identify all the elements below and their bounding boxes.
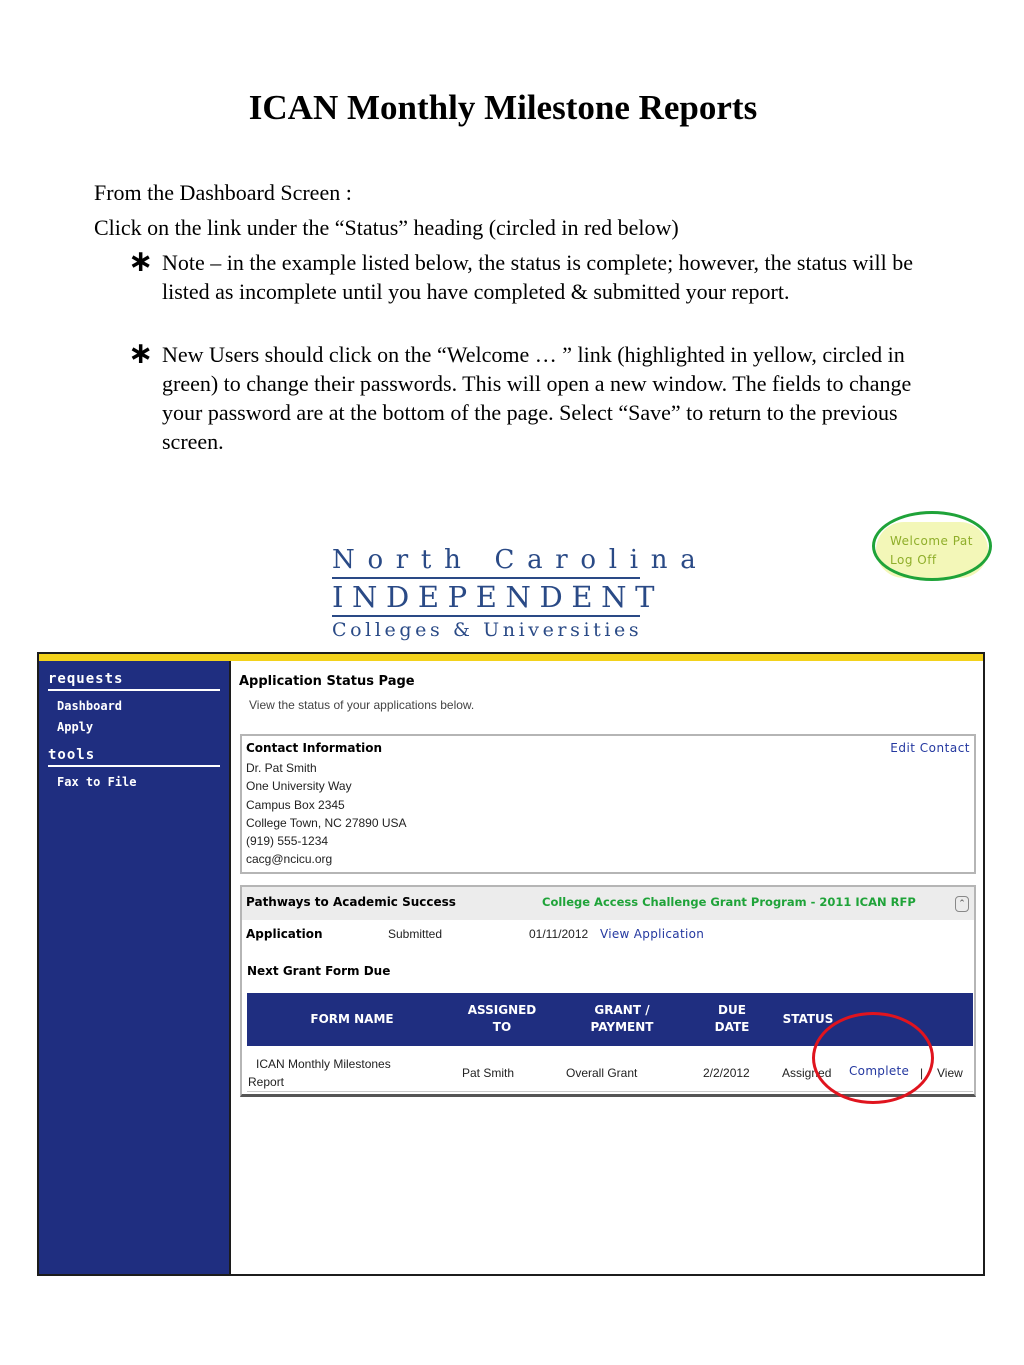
column-header-assigned-to-line2: TO (492, 1020, 512, 1034)
ncicu-logo (332, 545, 708, 641)
grant-header (242, 887, 974, 920)
collapse-up-icon[interactable]: ⌃ (955, 896, 969, 912)
column-header-status: STATUS (782, 1012, 834, 1026)
contact-phone: (919) 555-1234 (246, 834, 329, 849)
view-application-link[interactable]: View Application (600, 927, 705, 941)
logo-line-independent: INDEPENDENT (332, 577, 640, 617)
edit-contact-link[interactable]: Edit Contact (890, 741, 970, 755)
logo-line-colleges: Colleges & Universities (332, 619, 643, 641)
column-header-grant-payment-line1: GRANT / (594, 1003, 650, 1017)
application-label: Application (246, 927, 323, 941)
grant-name: Pathways to Academic Success (246, 895, 456, 909)
page-subtitle: View the status of your applications below. (249, 698, 475, 712)
sidebar-section-tools: tools (48, 747, 220, 767)
red-annotation-circle (812, 1012, 934, 1104)
column-header-due-date-line1: DUE (718, 1003, 746, 1017)
contact-city: College Town, NC 27890 USA (246, 815, 407, 830)
column-header-form-name: FORM NAME (310, 1012, 394, 1026)
sidebar-item-fax-to-file[interactable]: Fax to File (57, 775, 137, 789)
column-header-grant-payment-line2: PAYMENT (590, 1020, 654, 1034)
contact-address2: Campus Box 2345 (246, 797, 345, 812)
contact-email: cacg@ncicu.org (246, 852, 333, 867)
intro-line-status: Click on the link under the “Status” heading (circled in red below) (94, 215, 679, 240)
status-complete-link[interactable]: Complete (849, 1064, 910, 1078)
intro-line-dashboard: From the Dashboard Screen : (94, 180, 352, 205)
page-title: Application Status Page (239, 674, 415, 689)
column-header-due-date-line2: DATE (714, 1020, 750, 1034)
welcome-link[interactable]: Welcome Pat (890, 534, 973, 548)
contact-name: Dr. Pat Smith (246, 761, 317, 775)
sidebar-item-apply[interactable]: Apply (57, 720, 94, 734)
main-content (229, 661, 983, 1274)
next-grant-form-due-label: Next Grant Form Due (247, 964, 391, 978)
logo-line-north-carolina: North Carolina (332, 545, 709, 575)
accent-bar (39, 654, 983, 661)
note-status-complete: Note – in the example listed below, the status is complete; however, the status will be listed as incomplete until you have completed & submitted your report. (162, 250, 914, 304)
assigned-to-cell: Pat Smith (462, 1066, 515, 1080)
form-name-line2: Report (248, 1075, 285, 1089)
sidebar-section-requests: requests (48, 671, 220, 691)
form-name-line1: ICAN Monthly Milestones (256, 1057, 391, 1071)
document-title: ICAN Monthly Milestone Reports (248, 88, 758, 127)
logoff-link[interactable]: Log Off (890, 553, 937, 567)
due-date-cell: 2/2/2012 (703, 1066, 750, 1080)
application-date: 01/11/2012 (529, 927, 589, 941)
bullet-icon: ∗ (128, 336, 154, 371)
application-status: Submitted (388, 927, 443, 941)
contact-panel (240, 734, 976, 874)
grant-payment-cell: Overall Grant (566, 1066, 638, 1080)
note-new-users: New Users should click on the “Welcome … ” link (highlighted in yellow, circled in green) to change their passwords. This will open a new window. The fields to change your password are at the bottom of the page. Select “Save” to return to the previous screen. (162, 342, 912, 454)
column-header-assigned-to-line1: ASSIGNED (467, 1003, 537, 1017)
sidebar (39, 661, 229, 1274)
sidebar-item-dashboard[interactable]: Dashboard (57, 699, 123, 713)
status-separator: | (920, 1066, 924, 1080)
grant-program: College Access Challenge Grant Program - 2011 ICAN RFP (542, 895, 916, 909)
status-assigned-cell: Assigned (782, 1066, 832, 1080)
bullet-icon: ∗ (128, 244, 154, 279)
view-link[interactable]: View (937, 1066, 963, 1080)
contact-address1: One University Way (246, 779, 352, 794)
contact-details (246, 759, 407, 869)
contact-title: Contact Information (246, 741, 383, 755)
app-window (37, 652, 985, 1276)
